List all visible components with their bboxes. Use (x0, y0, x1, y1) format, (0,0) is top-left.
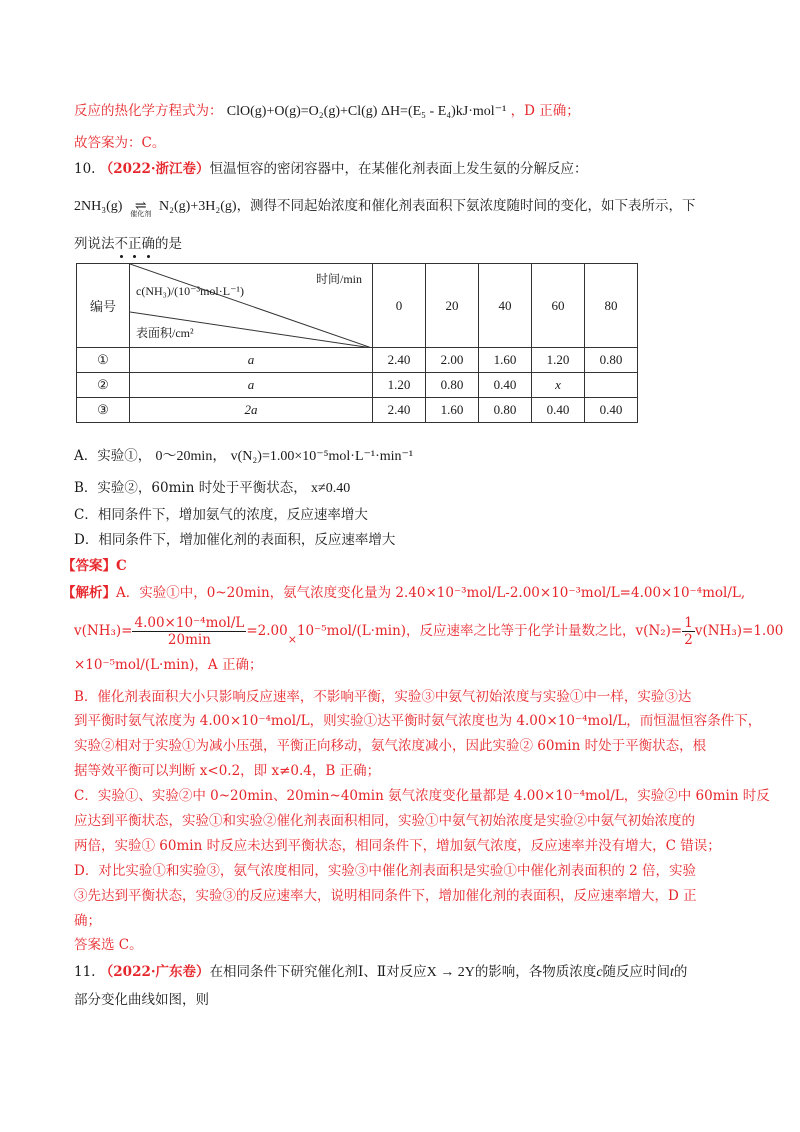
analysis-a1-text: A．实验①中，0~20min，氨气浓度变化量为 2.40×10⁻³mol/L-2.00×10⁻³mol/L=4.00×10⁻⁴mol/L, (116, 585, 746, 601)
cell: 0.40 (532, 398, 585, 423)
analysis-b4: 据等效平衡可以判断 x<0.2，即 x≠0.4，B 正确； (74, 763, 381, 779)
cell: 0.40 (479, 373, 532, 398)
analysis-d1: D．对比实验①和实验③，氨气浓度相同，实验③中催化剂表面积是实验①中催化剂表面积的 2 倍，实验 (74, 863, 696, 879)
a2-rest: 10⁻⁵mol/(L·min)，反应速率之比等于化学计量数之比，v(N₂)= (296, 623, 683, 639)
cell: 1.20 (373, 373, 426, 398)
analysis-c3: 两倍，实验① 60min 时反应未达到平衡状态，相同条件下，增加氨气浓度，反应速率并没有增大，C 错误； (74, 838, 721, 854)
option-c: C．相同条件下，增加氨气的浓度，反应速率增大 (74, 507, 368, 523)
option-b-expr: x≠0.40 (311, 481, 351, 496)
cell: 0.40 (585, 398, 638, 423)
eq-arrow (127, 196, 155, 217)
fraction (132, 615, 246, 648)
analysis-a3: ×10⁻⁵mol/(L·min)，A 正确； (74, 657, 263, 673)
half-fraction (682, 615, 695, 648)
row-id: ③ (77, 398, 130, 423)
eq-arrow-glyph: ⇌ (134, 199, 147, 214)
half-den: 2 (684, 632, 693, 648)
option-b (74, 478, 350, 499)
q10-stem-line2 (74, 196, 696, 217)
q10-stem3-prefix: 列说法 (74, 236, 115, 252)
analysis-c2: 应达到平衡状态，实验①和实验②催化剂表面积相同，实验①中氨气初始浓度是实验②中氨气初始浓度的 (74, 813, 695, 829)
a2-end: v(NH₃)=1.00 (694, 623, 784, 639)
row-area: 2a (130, 398, 373, 423)
option-a-label: A．实验①， (74, 448, 152, 464)
eq-left: 2NH₃(g) (74, 199, 123, 214)
time-60: 60 (532, 264, 585, 348)
q11-stem1b: 的影响，各物质浓度 (474, 964, 597, 980)
analysis-c1: C．实验①、实验②中 0~20min、20min~40min 氨气浓度变化量都是 4.00×10⁻⁴mol/L，实验②中 60min 时反 (74, 788, 770, 804)
q10-emph-not-correct (115, 236, 156, 252)
q11-stem1c: 随反应时间 (602, 964, 671, 980)
q10-stem1: 恒温恒容的密闭容器中，在某催化剂表面上发生氨的分解反应： (209, 161, 588, 177)
cell: 0.80 (585, 348, 638, 373)
cell (585, 373, 638, 398)
heat-equation: ClO(g)+O(g)=O₂(g)+Cl(g) ΔH=(E₅ - E₄)kJ·mol⁻¹ (226, 104, 507, 119)
time-20: 20 (426, 264, 479, 348)
q11-source: （2022·广东卷） (99, 964, 210, 980)
analysis-d3: 确； (74, 913, 101, 929)
row-id: ① (77, 348, 130, 373)
header-conc: c(NH₃)/(10⁻³mol·L⁻¹) (136, 284, 245, 298)
time-0: 0 (373, 264, 426, 348)
cell: 0.80 (479, 398, 532, 423)
cell: x (532, 373, 585, 398)
heat-eq-prefix: 反应的热化学方程式为： (74, 103, 223, 119)
analysis-d2: ③先达到平衡状态，实验③的反应速率大，说明相同条件下，增加催化剂的表面积，反应速率增大，D 正 (74, 888, 697, 904)
analysis-b1: B．催化剂表面积大小只影响反应速率，不影响平衡，实验③中氨气初始浓度与实验①中一样，实验③达 (74, 689, 692, 705)
a2-mid: =2.00 (246, 623, 288, 639)
cell: 2.40 (373, 348, 426, 373)
heat-eq-suffix: ，D 正确； (510, 103, 580, 119)
q11-stem-line2: 部分变化曲线如图，则 (74, 992, 209, 1008)
cell: 1.20 (532, 348, 585, 373)
table-row (77, 348, 638, 373)
a2-prefix: v(NH₃)= (74, 623, 133, 639)
header-diagonal-cell (130, 264, 373, 348)
q11-number: 11. (74, 964, 96, 980)
cell: 0.80 (426, 373, 479, 398)
header-index: 编号 (77, 264, 130, 348)
option-b-label: B．实验②， (74, 480, 152, 496)
time-40: 40 (479, 264, 532, 348)
q10-stem-line3 (74, 234, 182, 254)
row-area: a (130, 348, 373, 373)
row-id: ② (77, 373, 130, 398)
q10-stem-line1 (74, 159, 588, 179)
answer-tag: 【答案】 (62, 558, 116, 574)
heat-equation-line (74, 101, 580, 122)
time-80: 80 (585, 264, 638, 348)
header-time: 时间/min (315, 272, 362, 286)
analysis-a1 (62, 583, 745, 603)
cell: 2.40 (373, 398, 426, 423)
eq-catalyst: 催化剂 (130, 210, 152, 218)
q11-stem-line1 (74, 962, 687, 983)
option-d: D．相同条件下，增加催化剂的表面积，反应速率增大 (74, 532, 396, 548)
prev-answer-line: 故答案为：C。 (74, 135, 166, 151)
emphasis-char: 不 (114, 236, 128, 252)
option-b-text: 60min 时处于平衡状态， (151, 480, 307, 496)
emphasis-char: 确 (141, 236, 155, 252)
fraction-den: 20min (167, 632, 211, 648)
table-row (77, 373, 638, 398)
q11-stem1d: 的 (673, 964, 688, 980)
analysis-b2: 到平衡时氨气浓度为 4.00×10⁻⁴mol/L，则实验①达平衡时氨气浓度也为 4.00×10⁻⁴mol/L，而恒温恒容条件下， (74, 713, 762, 729)
cell: 1.60 (479, 348, 532, 373)
q11-var-t: t (670, 965, 674, 980)
q10-stem3-suffix: 的是 (155, 236, 182, 252)
fraction-num: 4.00×10⁻⁴mol/L (134, 615, 245, 631)
q10-source: （2022·浙江卷） (99, 161, 210, 177)
q10-number: 10. (74, 161, 96, 177)
final-answer: 答案选 C。 (74, 937, 143, 953)
option-a-expr: v(N₂)=1.00×10⁻⁵mol·L⁻¹·min⁻¹ (230, 449, 414, 464)
row-area: a (130, 373, 373, 398)
emphasis-char: 正 (128, 236, 142, 252)
cell: 1.60 (426, 398, 479, 423)
a2-times: × (287, 633, 297, 646)
eq-right: N₂(g)+3H₂(g) (159, 199, 237, 214)
analysis-b3: 实验②相对于实验①为减小压强，平衡正向移动，氨气浓度减小，因此实验② 60min 时处于平衡状态，根 (74, 738, 707, 754)
option-a (74, 446, 413, 467)
q11-var-c: c (596, 965, 603, 980)
q11-reaction: X → 2Y (426, 965, 475, 980)
half-num: 1 (684, 615, 693, 631)
answer-line (62, 556, 127, 576)
table-row (77, 398, 638, 423)
analysis-a2 (74, 614, 783, 648)
q10-stem2: ，测得不同起始浓度和催化剂表面积下氨浓度随时间的变化，如下表所示，下 (236, 198, 696, 214)
analysis-tag: 【解析】 (62, 585, 116, 601)
answer-value: C (116, 558, 127, 574)
cell: 2.00 (426, 348, 479, 373)
q11-stem1: 在相同条件下研究催化剂Ⅰ、Ⅱ对反应 (209, 964, 427, 980)
ammonia-table (76, 263, 638, 423)
option-a-range: 0～20min， (155, 449, 227, 464)
header-area: 表面积/cm² (136, 326, 194, 340)
